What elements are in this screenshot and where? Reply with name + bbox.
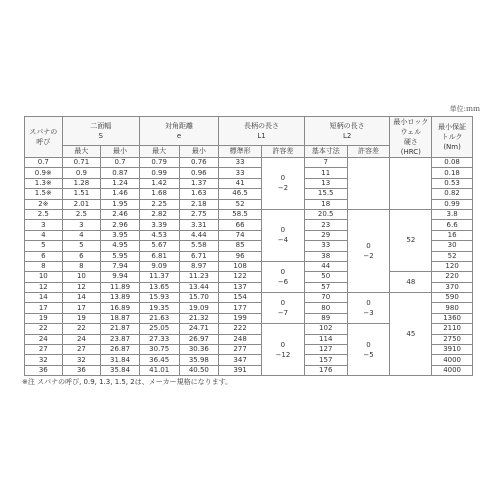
cell-l1-standard: 85 (219, 241, 262, 251)
cell-e-max: 2.82 (139, 209, 179, 219)
cell-torque: 980 (432, 303, 473, 313)
cell-s-min: 31.84 (101, 355, 140, 365)
cell-l2-basic: 29 (304, 230, 347, 240)
cell-l2-basic: 23 (304, 220, 347, 230)
cell-torque: 2110 (432, 324, 473, 334)
cell-l1-standard: 74 (219, 230, 262, 240)
cell-s-max: 8 (62, 261, 101, 271)
cell-e-max: 21.63 (139, 313, 179, 323)
cell-s-min: 2.96 (101, 220, 140, 230)
cell-e-max: 30.75 (139, 345, 179, 355)
header-torque: 最小保証 トルク (Nm) (432, 117, 473, 158)
cell-s-min: 7.94 (101, 261, 140, 271)
cell-s-min: 23.87 (101, 334, 140, 344)
cell-l2-tolerance: 0 −5 (347, 324, 390, 376)
cell-s-min: 11.89 (101, 282, 140, 292)
cell-torque: 1360 (432, 313, 473, 323)
header-long-arm: 長柄の長さ L1 (219, 117, 305, 146)
cell-s-max: 22 (62, 324, 101, 334)
cell-s-min: 4.95 (101, 241, 140, 251)
cell-e-min: 19.09 (179, 303, 219, 313)
cell-torque: 4000 (432, 365, 473, 375)
cell-l2-basic: 15.5 (304, 189, 347, 199)
cell-s-max: 36 (62, 365, 101, 375)
cell-l1-standard: 96 (219, 251, 262, 261)
cell-e-min: 4.44 (179, 230, 219, 240)
cell-e-min: 11.23 (179, 272, 219, 282)
cell-nominal: 3 (25, 220, 63, 230)
cell-l2-tolerance (347, 158, 390, 210)
cell-s-max: 19 (62, 313, 101, 323)
cell-e-min: 6.71 (179, 251, 219, 261)
cell-nominal: 2※ (25, 199, 63, 209)
cell-s-max: 5 (62, 241, 101, 251)
cell-e-min: 5.58 (179, 241, 219, 251)
cell-s-max: 2.01 (62, 199, 101, 209)
cell-l2-basic: 44 (304, 261, 347, 271)
cell-l2-basic: 157 (304, 355, 347, 365)
cell-s-min: 0.87 (101, 168, 140, 178)
cell-s-max: 17 (62, 303, 101, 313)
cell-l1-standard: 277 (219, 345, 262, 355)
cell-e-max: 25.05 (139, 324, 179, 334)
hex-key-spec-table (24, 116, 473, 376)
cell-s-min: 9.94 (101, 272, 140, 282)
cell-e-min: 30.36 (179, 345, 219, 355)
cell-l2-basic: 70 (304, 293, 347, 303)
cell-nominal: 32 (25, 355, 63, 365)
cell-s-max: 2.5 (62, 209, 101, 219)
cell-l1-standard: 33 (219, 158, 262, 168)
cell-s-min: 1.95 (101, 199, 140, 209)
cell-nominal: 1.3※ (25, 178, 63, 188)
cell-l2-basic: 18 (304, 199, 347, 209)
cell-e-min: 0.76 (179, 158, 219, 168)
cell-e-max: 4.53 (139, 230, 179, 240)
cell-e-max: 1.42 (139, 178, 179, 188)
cell-l1-tolerance: 0 −2 (262, 158, 305, 210)
cell-nominal: 0.7 (25, 158, 63, 168)
cell-l2-basic: 102 (304, 324, 347, 334)
table-row (25, 272, 473, 282)
cell-e-min: 2.75 (179, 209, 219, 219)
cell-nominal: 4 (25, 230, 63, 240)
table-row (25, 209, 473, 219)
footnote: ※注 スパナの呼び, 0.9, 1.3, 1.5, 2は、メーカー規格になります。 (22, 378, 233, 386)
cell-hardness: 48 (390, 272, 432, 293)
cell-l2-tolerance: 0 −2 (347, 209, 390, 292)
cell-e-max: 13.65 (139, 282, 179, 292)
cell-nominal: 19 (25, 313, 63, 323)
table-body (25, 158, 473, 376)
table-row (25, 158, 473, 168)
header-l1-tolerance: 許容差 (262, 146, 305, 158)
cell-s-max: 4 (62, 230, 101, 240)
cell-e-min: 3.31 (179, 220, 219, 230)
cell-l2-basic: 57 (304, 282, 347, 292)
cell-s-min: 3.95 (101, 230, 140, 240)
table-row (25, 293, 473, 303)
cell-l1-standard: 122 (219, 272, 262, 282)
cell-l1-tolerance: 0 −12 (262, 324, 305, 376)
cell-s-min: 2.46 (101, 209, 140, 219)
cell-hardness: 45 (390, 293, 432, 376)
cell-nominal: 8 (25, 261, 63, 271)
cell-e-max: 36.45 (139, 355, 179, 365)
cell-l1-standard: 41 (219, 178, 262, 188)
cell-torque: 0.08 (432, 158, 473, 168)
cell-e-min: 1.63 (179, 189, 219, 199)
cell-l1-standard: 199 (219, 313, 262, 323)
cell-l2-basic: 20.5 (304, 209, 347, 219)
cell-torque: 3910 (432, 345, 473, 355)
cell-l2-basic: 11 (304, 168, 347, 178)
cell-e-min: 24.71 (179, 324, 219, 334)
cell-e-max: 19.35 (139, 303, 179, 313)
cell-l2-tolerance: 0 −3 (347, 293, 390, 324)
cell-s-min: 1.24 (101, 178, 140, 188)
header-e-max: 最大 (139, 146, 179, 158)
cell-s-max: 1.51 (62, 189, 101, 199)
cell-e-min: 15.70 (179, 293, 219, 303)
cell-nominal: 5 (25, 241, 63, 251)
cell-e-max: 0.99 (139, 168, 179, 178)
cell-s-max: 1.28 (62, 178, 101, 188)
cell-nominal: 1.5※ (25, 189, 63, 199)
cell-e-min: 8.97 (179, 261, 219, 271)
cell-s-min: 21.87 (101, 324, 140, 334)
cell-l2-basic: 176 (304, 365, 347, 375)
header-e-min: 最小 (179, 146, 219, 158)
cell-s-max: 3 (62, 220, 101, 230)
cell-l2-basic: 127 (304, 345, 347, 355)
cell-torque: 0.18 (432, 168, 473, 178)
cell-e-max: 0.79 (139, 158, 179, 168)
cell-s-max: 0.71 (62, 158, 101, 168)
cell-e-min: 26.97 (179, 334, 219, 344)
cell-torque: 16 (432, 230, 473, 240)
cell-l1-tolerance: 0 −4 (262, 209, 305, 261)
cell-nominal: 2.5 (25, 209, 63, 219)
cell-torque: 2750 (432, 334, 473, 344)
cell-e-min: 35.98 (179, 355, 219, 365)
cell-e-max: 3.39 (139, 220, 179, 230)
header-short-arm: 短柄の長さ L2 (304, 117, 390, 146)
cell-nominal: 27 (25, 345, 63, 355)
cell-l1-standard: 137 (219, 282, 262, 292)
cell-l1-standard: 177 (219, 303, 262, 313)
cell-torque: 30 (432, 241, 473, 251)
header-s-max: 最大 (62, 146, 101, 158)
cell-torque: 0.82 (432, 189, 473, 199)
cell-s-max: 24 (62, 334, 101, 344)
cell-torque: 6.6 (432, 220, 473, 230)
header-hardness: 最小ロック ウェル 硬さ (HRC) (390, 117, 432, 158)
cell-e-max: 27.33 (139, 334, 179, 344)
cell-nominal: 17 (25, 303, 63, 313)
cell-nominal: 0.9※ (25, 168, 63, 178)
cell-nominal: 22 (25, 324, 63, 334)
cell-e-min: 2.18 (179, 199, 219, 209)
cell-torque: 4000 (432, 355, 473, 365)
cell-s-min: 0.7 (101, 158, 140, 168)
cell-e-min: 0.96 (179, 168, 219, 178)
cell-l1-standard: 58.5 (219, 209, 262, 219)
cell-torque: 220 (432, 272, 473, 282)
cell-e-max: 9.09 (139, 261, 179, 271)
unit-label: 単位:ｍｍ (449, 105, 480, 113)
cell-l1-standard: 154 (219, 293, 262, 303)
cell-l1-standard: 33 (219, 168, 262, 178)
header-across-corners: 対角距離 e (139, 117, 218, 146)
cell-nominal: 6 (25, 251, 63, 261)
cell-e-max: 15.93 (139, 293, 179, 303)
cell-l2-basic: 50 (304, 272, 347, 282)
cell-l2-basic: 89 (304, 313, 347, 323)
cell-s-max: 12 (62, 282, 101, 292)
cell-e-max: 6.81 (139, 251, 179, 261)
header-l2-tolerance: 許容差 (347, 146, 390, 158)
cell-torque: 0.99 (432, 199, 473, 209)
cell-nominal: 36 (25, 365, 63, 375)
cell-torque: 370 (432, 282, 473, 292)
cell-s-min: 13.89 (101, 293, 140, 303)
cell-torque: 590 (432, 293, 473, 303)
cell-e-min: 21.32 (179, 313, 219, 323)
cell-e-max: 41.01 (139, 365, 179, 375)
cell-torque: 3.8 (432, 209, 473, 219)
cell-l1-tolerance: 0 −7 (262, 293, 305, 324)
table-header (25, 117, 473, 158)
cell-e-min: 13.44 (179, 282, 219, 292)
cell-s-max: 14 (62, 293, 101, 303)
cell-torque: 120 (432, 261, 473, 271)
cell-l1-standard: 391 (219, 365, 262, 375)
cell-l2-basic: 33 (304, 241, 347, 251)
cell-s-max: 6 (62, 251, 101, 261)
cell-l1-standard: 222 (219, 324, 262, 334)
cell-l1-standard: 108 (219, 261, 262, 271)
cell-e-max: 5.67 (139, 241, 179, 251)
cell-l1-standard: 248 (219, 334, 262, 344)
cell-nominal: 14 (25, 293, 63, 303)
cell-s-min: 26.87 (101, 345, 140, 355)
cell-e-max: 2.25 (139, 199, 179, 209)
cell-l2-basic: 114 (304, 334, 347, 344)
cell-s-max: 0.9 (62, 168, 101, 178)
cell-l2-basic: 80 (304, 303, 347, 313)
cell-s-max: 27 (62, 345, 101, 355)
cell-l2-basic: 13 (304, 178, 347, 188)
header-nominal: スパナの 呼び (25, 117, 63, 158)
cell-l2-basic: 7 (304, 158, 347, 168)
cell-l1-standard: 66 (219, 220, 262, 230)
cell-hardness (390, 158, 432, 210)
cell-e-max: 1.68 (139, 189, 179, 199)
cell-torque: 0.53 (432, 178, 473, 188)
cell-s-min: 1.46 (101, 189, 140, 199)
cell-nominal: 10 (25, 272, 63, 282)
header-l1-standard: 標準形 (219, 146, 262, 158)
cell-torque: 52 (432, 251, 473, 261)
cell-s-min: 5.95 (101, 251, 140, 261)
cell-e-min: 40.50 (179, 365, 219, 375)
cell-e-min: 1.37 (179, 178, 219, 188)
cell-l2-basic: 38 (304, 251, 347, 261)
cell-s-min: 35.84 (101, 365, 140, 375)
header-s-min: 最小 (101, 146, 140, 158)
cell-e-max: 11.37 (139, 272, 179, 282)
cell-nominal: 12 (25, 282, 63, 292)
cell-s-min: 18.87 (101, 313, 140, 323)
header-across-flats: 二面幅 S (62, 117, 139, 146)
cell-l1-standard: 52 (219, 199, 262, 209)
cell-s-max: 10 (62, 272, 101, 282)
cell-l1-tolerance: 0 −6 (262, 261, 305, 292)
cell-nominal: 24 (25, 334, 63, 344)
cell-hardness: 52 (390, 209, 432, 271)
cell-l1-standard: 347 (219, 355, 262, 365)
header-l2-basic: 基本寸法 (304, 146, 347, 158)
cell-l1-standard: 46.5 (219, 189, 262, 199)
cell-s-min: 16.89 (101, 303, 140, 313)
cell-s-max: 32 (62, 355, 101, 365)
